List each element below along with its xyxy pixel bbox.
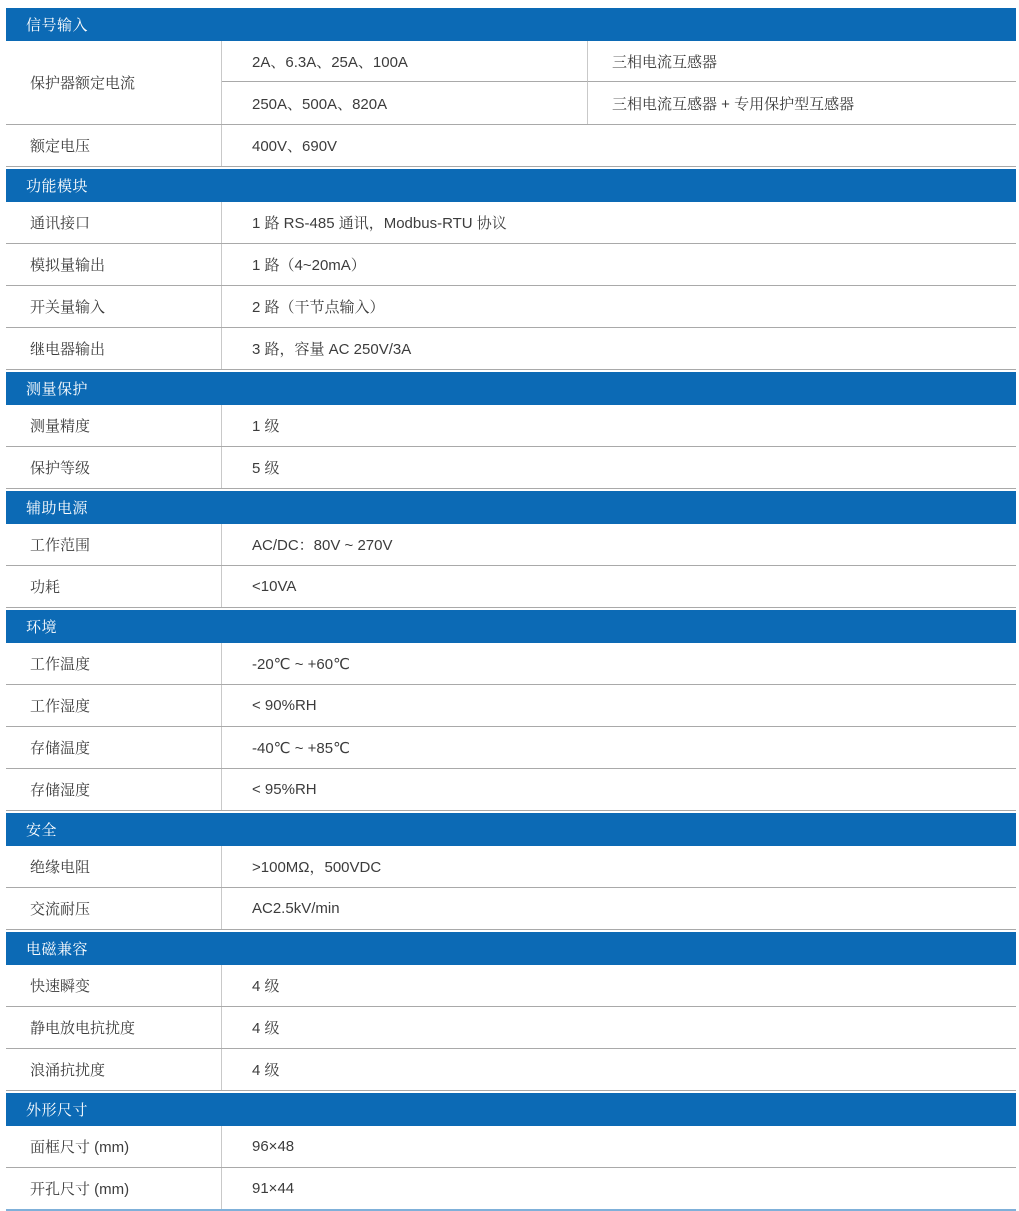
- row-value: [222, 566, 1016, 607]
- row-value: [222, 1126, 1016, 1167]
- spec-row: [6, 202, 1016, 244]
- row-value-text: 96×48: [252, 1138, 295, 1155]
- section-emc: [6, 932, 1016, 1091]
- row-value: [222, 82, 588, 124]
- row-label: [6, 769, 222, 810]
- row-label-text: 存储湿度: [30, 782, 91, 799]
- row-label: [6, 1007, 222, 1048]
- section-title: 信号输入: [26, 17, 89, 34]
- spec-row: [6, 447, 1016, 489]
- row-label: [6, 1126, 222, 1167]
- row-value-text: < 95%RH: [252, 781, 317, 798]
- row-label-text: 通讯接口: [30, 215, 91, 232]
- row-label: [6, 286, 222, 327]
- spec-row: [6, 244, 1016, 286]
- row-label-text: 模拟量输出: [30, 257, 106, 274]
- section-header-function-modules: [6, 169, 1016, 202]
- row-label: [6, 1049, 222, 1090]
- row-value-text: 250A、500A、820A: [252, 95, 388, 113]
- row-label-text: 保护器额定电流: [30, 75, 136, 92]
- spec-row: [6, 846, 1016, 888]
- row-label: [6, 41, 222, 124]
- row-value: [222, 727, 1016, 768]
- merged-row-rated-current: [6, 41, 1016, 125]
- row-label: [6, 888, 222, 929]
- section-signal-input: [6, 8, 1016, 167]
- row-value: [222, 685, 1016, 726]
- section-header-auxiliary-power: [6, 491, 1016, 524]
- row-value: [222, 286, 1016, 327]
- spec-row: [6, 965, 1016, 1007]
- row-label-text: 绝缘电阻: [30, 859, 91, 876]
- row-value: [222, 1007, 1016, 1048]
- row-label: [6, 125, 222, 166]
- spec-row: [6, 888, 1016, 930]
- section-dimensions: [6, 1093, 1016, 1209]
- spec-row: [6, 727, 1016, 769]
- row-label-text: 浪涌抗扰度: [30, 1062, 106, 1079]
- row-label-text: 开孔尺寸 (mm): [30, 1181, 130, 1198]
- row-label-text: 交流耐压: [30, 901, 91, 918]
- row-value: [222, 1168, 1016, 1209]
- spec-row: [6, 1168, 1016, 1209]
- row-value: [222, 328, 1016, 369]
- row-value: [222, 643, 1016, 684]
- row-value-text: -40℃ ~ +85℃: [252, 739, 350, 757]
- row-value-text: 2 路（干节点输入）: [252, 299, 385, 316]
- row-value-text: >100MΩ，500VDC: [252, 859, 382, 876]
- row-label: [6, 405, 222, 446]
- row-value: [222, 1049, 1016, 1090]
- spec-row: [6, 643, 1016, 685]
- row-value: [222, 524, 1016, 565]
- row-label-text: 开关量输入: [30, 299, 106, 316]
- row-label-text: 继电器输出: [30, 341, 106, 358]
- row-label-text: 静电放电抗扰度: [30, 1020, 136, 1037]
- row-value-text: 1 路（4~20mA）: [252, 257, 366, 274]
- row-value-text: <10VA: [252, 578, 297, 595]
- section-header-emc: [6, 932, 1016, 965]
- spec-row: [6, 405, 1016, 447]
- section-title: 环境: [26, 619, 58, 636]
- row-value-text: 3 路，容量 AC 250V/3A: [252, 341, 412, 358]
- row-label-text: 保护等级: [30, 460, 91, 477]
- row-value: [222, 769, 1016, 810]
- row-label: [6, 328, 222, 369]
- row-value-text: 4 级: [252, 1020, 280, 1037]
- specification-table: [6, 8, 1016, 1211]
- section-title: 功能模块: [26, 178, 89, 195]
- row-value-text: < 90%RH: [252, 697, 317, 714]
- row-label: [6, 727, 222, 768]
- spec-row: [6, 1007, 1016, 1049]
- row-value: [222, 965, 1016, 1006]
- section-measurement-protection: [6, 372, 1016, 489]
- spec-row: [6, 524, 1016, 566]
- spec-row: [6, 685, 1016, 727]
- section-function-modules: [6, 169, 1016, 370]
- row-label: [6, 447, 222, 488]
- row-value: [222, 41, 588, 82]
- spec-row: [6, 125, 1016, 167]
- row-value: [222, 846, 1016, 887]
- row-label-text: 存储温度: [30, 740, 91, 757]
- row-label-text: 工作湿度: [30, 698, 91, 715]
- row-value-text: 400V、690V: [252, 138, 338, 155]
- row-value: [222, 405, 1016, 446]
- section-title: 安全: [26, 822, 58, 839]
- row-label-text: 测量精度: [30, 418, 91, 435]
- row-value: [222, 202, 1016, 243]
- row-note: [588, 41, 1016, 82]
- row-value-text: 5 级: [252, 460, 280, 477]
- row-value-text: AC2.5kV/min: [252, 900, 340, 917]
- section-header-environment: [6, 610, 1016, 643]
- section-title: 电磁兼容: [26, 941, 89, 958]
- row-value: [222, 888, 1016, 929]
- row-label: [6, 685, 222, 726]
- row-label: [6, 524, 222, 565]
- row-value: [222, 244, 1016, 285]
- row-note-text: 三相电流互感器 + 专用保护型互感器: [612, 95, 855, 113]
- section-header-signal-input: [6, 8, 1016, 41]
- spec-row: [6, 769, 1016, 811]
- row-value: [222, 447, 1016, 488]
- row-value-text: 1 级: [252, 418, 280, 435]
- row-label-text: 快速瞬变: [30, 978, 91, 995]
- section-title: 辅助电源: [26, 500, 89, 517]
- row-label-text: 功耗: [30, 579, 61, 596]
- row-value-text: AC/DC：80V ~ 270V: [252, 537, 393, 554]
- section-auxiliary-power: [6, 491, 1016, 608]
- row-note-text: 三相电流互感器: [612, 53, 718, 71]
- section-header-measurement-protection: [6, 372, 1016, 405]
- section-title: 测量保护: [26, 381, 89, 398]
- section-safety: [6, 813, 1016, 930]
- row-label-text: 额定电压: [30, 138, 91, 155]
- section-header-safety: [6, 813, 1016, 846]
- row-value-text: 91×44: [252, 1180, 295, 1197]
- row-label: [6, 566, 222, 607]
- row-label: [6, 244, 222, 285]
- spec-row: [6, 286, 1016, 328]
- spec-row: [6, 1126, 1016, 1168]
- row-value-text: 1 路 RS-485 通讯，Modbus-RTU 协议: [252, 215, 507, 232]
- row-value-text: 4 级: [252, 978, 280, 995]
- row-label: [6, 1168, 222, 1209]
- row-label: [6, 846, 222, 887]
- section-title: 外形尺寸: [26, 1102, 89, 1119]
- spec-row: [6, 566, 1016, 608]
- row-value: [222, 125, 1016, 166]
- spec-row: [6, 328, 1016, 370]
- row-note: [588, 82, 1016, 124]
- row-label-text: 工作温度: [30, 656, 91, 673]
- section-environment: [6, 610, 1016, 811]
- spec-row: [6, 1049, 1016, 1091]
- row-label: [6, 202, 222, 243]
- row-label-text: 面框尺寸 (mm): [30, 1139, 130, 1156]
- row-label: [6, 643, 222, 684]
- row-value-text: -20℃ ~ +60℃: [252, 655, 350, 673]
- row-label-text: 工作范围: [30, 537, 91, 554]
- row-value-text: 4 级: [252, 1062, 280, 1079]
- row-value-text: 2A、6.3A、25A、100A: [252, 53, 408, 71]
- row-label: [6, 965, 222, 1006]
- section-header-dimensions: [6, 1093, 1016, 1126]
